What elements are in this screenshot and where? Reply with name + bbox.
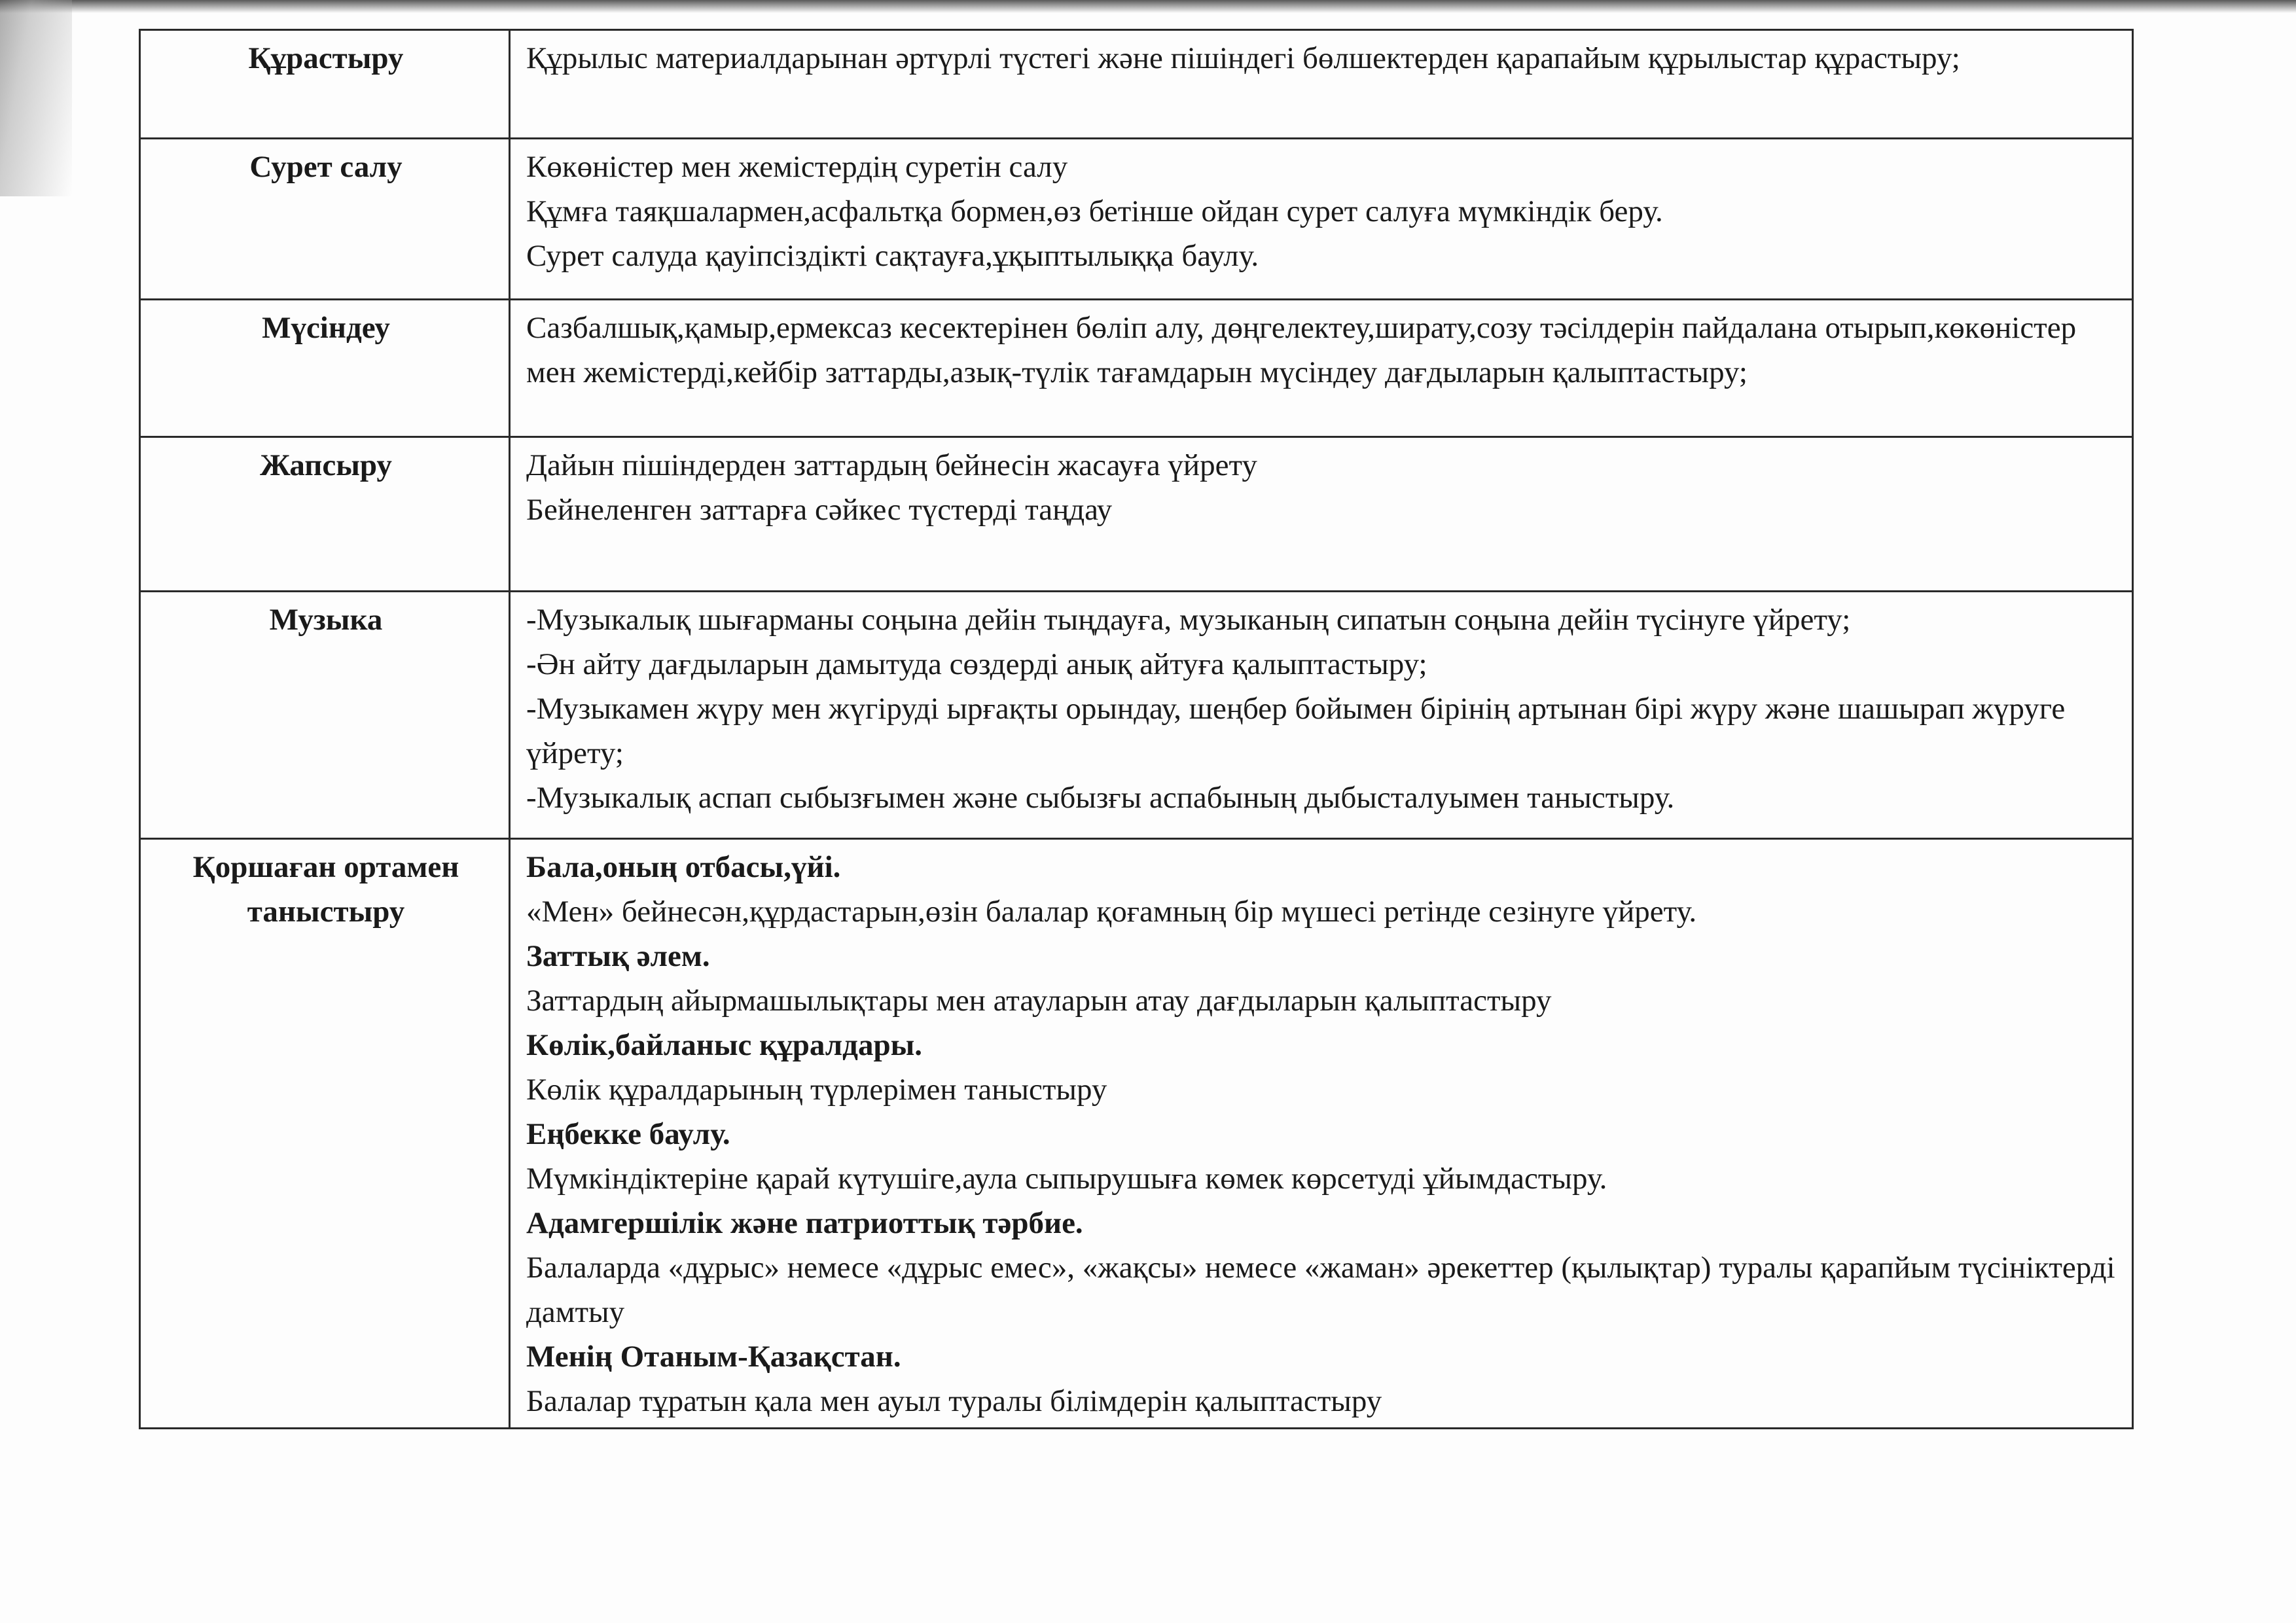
content-line: Құмға таяқшалармен,асфальтқа бормен,өз бетінше ойдан сурет салуға мүмкіндік беру. <box>526 194 1663 228</box>
scan-top-shadow <box>0 0 2296 13</box>
content-line: Бейнеленген заттарға сәйкес түстерді таңдау <box>526 493 1113 527</box>
section-text: Балаларда «дұрыс» немесе «дұрыс емес», «жақсы» немесе «жаман» әрекеттер (қылықтар) туралы қарапйым түсініктерді дамтыу <box>526 1251 2115 1329</box>
section-heading: Еңбекке баулу. <box>526 1117 730 1151</box>
section-heading: Менің Отаным-Қазақстан. <box>526 1340 901 1374</box>
table-row <box>140 437 2133 592</box>
section-text: Көлік құралдарының түрлерімен таныстыру <box>526 1073 1107 1107</box>
section-text: Мүмкіндіктеріне қарай күтушіге,аула сыпырушыға көмек көрсетуді ұйымдастыру. <box>526 1162 1607 1196</box>
content-line: Сурет салуда қауіпсіздікті сақтауға,ұқыптылыққа баулу. <box>526 239 1259 273</box>
table-row <box>140 300 2133 437</box>
content-cell <box>510 139 2133 300</box>
subject-cell: Музыка <box>140 592 510 839</box>
curriculum-table <box>139 29 2134 1429</box>
section-heading: Бала,оның отбасы,үйі. <box>526 850 841 884</box>
table-row <box>140 839 2133 1429</box>
section-heading: Көлік,байланыс құралдары. <box>526 1028 923 1062</box>
content-cell <box>510 30 2133 139</box>
table-row <box>140 592 2133 839</box>
content-line: -Ән айту дағдыларын дамытуда сөздерді анық айтуға қалыптастыру; <box>526 647 1427 681</box>
subject-cell: Қоршаған ортамен таныстыру <box>140 839 510 1429</box>
table-row <box>140 30 2133 139</box>
subject-cell: Жапсыру <box>140 437 510 592</box>
table-row <box>140 139 2133 300</box>
subject-cell: Құрастыру <box>140 30 510 139</box>
section-text: Заттардың айырмашылықтары мен атауларын атау дағдыларын қалыптастыру <box>526 984 1552 1018</box>
content-line: Құрылыс материалдарынан әртүрлі түстегі және пішіндегі бөлшектерден қарапайым құрылыстар құрастыру; <box>526 41 1960 75</box>
section-heading: Адамгершілік және патриоттық тәрбие. <box>526 1206 1083 1240</box>
section-text: Балалар тұратын қала мен ауыл туралы білімдерін қалыптастыру <box>526 1384 1382 1418</box>
content-line: Сазбалшық,қамыр,ермексаз кесектерінен бөліп алу, дөңгелектеу,ширату,созу тәсілдерін пайдалана отырып,көкөністер мен жемістерді,кейбір заттарды,азық-түлік тағамдарын мүсіндеу дағдыларын қалыптастыру; <box>526 311 2077 389</box>
content-cell <box>510 592 2133 839</box>
content-line: -Музыкалық аспап сыбызғымен және сыбызғы аспабының дыбысталуымен таныстыру. <box>526 781 1675 815</box>
content-cell <box>510 839 2133 1429</box>
scan-corner-shadow <box>0 0 72 196</box>
content-cell <box>510 437 2133 592</box>
subject-cell: Мүсіндеу <box>140 300 510 437</box>
section-text: «Мен» бейнесән,құрдастарын,өзін балалар қоғамның бір мүшесі ретінде сезінуге үйрету. <box>526 895 1697 929</box>
content-line: Көкөністер мен жемістердің суретін салу <box>526 150 1068 184</box>
section-heading: Заттық әлем. <box>526 939 710 973</box>
content-line: Дайын пішіндерден заттардың бейнесін жасауға үйрету <box>526 448 1257 482</box>
content-line: -Музыкамен жүру мен жүгіруді ырғақты орындау, шеңбер бойымен бірінің артынан бірі жүру және шашырап жүруге үйрету; <box>526 692 2066 770</box>
subject-cell: Сурет салу <box>140 139 510 300</box>
content-cell <box>510 300 2133 437</box>
content-line: -Музыкалық шығарманы соңына дейін тыңдауға, музыканың сипатын соңына дейін түсінуге үйрету; <box>526 603 1851 637</box>
